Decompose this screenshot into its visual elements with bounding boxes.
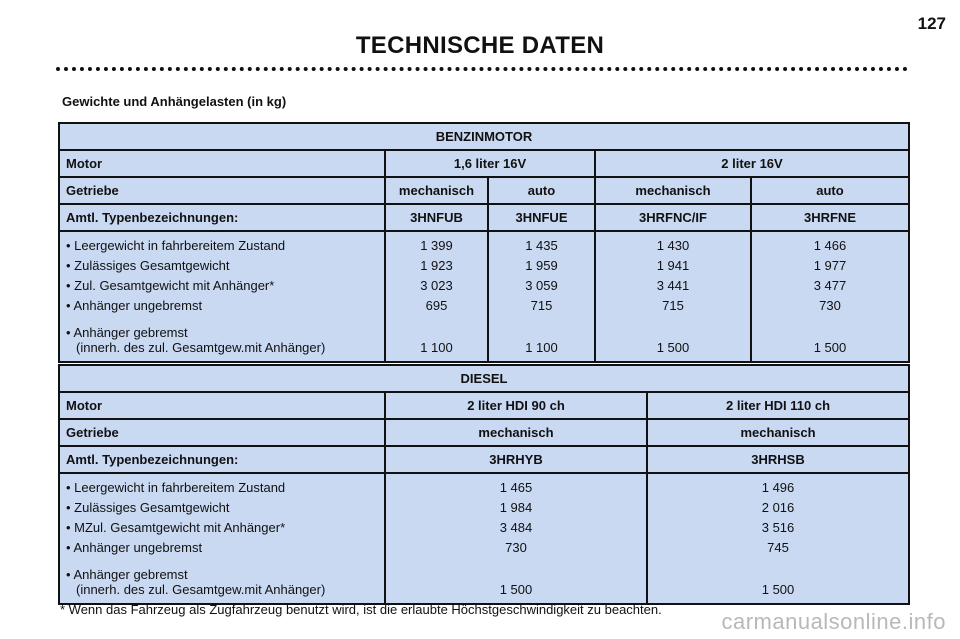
- watermark-text: carmanualsonline.info: [721, 609, 946, 634]
- benzin-table: [58, 122, 910, 363]
- cell-value: 3 059: [488, 275, 595, 295]
- benzin-motor-1: 1,6 liter 16V: [385, 150, 595, 177]
- diesel-motor-label: Motor: [59, 392, 385, 419]
- diesel-typ-1: 3HRHYB: [385, 446, 647, 473]
- cell-value: 3 441: [595, 275, 751, 295]
- benzin-typ-1: 3HNFUB: [385, 204, 488, 231]
- section-title: Gewichte und Anhängelasten (in kg): [62, 94, 287, 109]
- benzin-typ-3: 3HRFNC/IF: [595, 204, 751, 231]
- benzin-typ-row: [59, 204, 909, 231]
- diesel-getriebe-2: mechanisch: [647, 419, 909, 446]
- table-row: [59, 537, 909, 557]
- dotted-divider: [56, 67, 908, 71]
- diesel-heading: DIESEL: [59, 365, 909, 392]
- diesel-motor-row: [59, 392, 909, 419]
- cell-value: 1 466: [751, 231, 909, 255]
- cell-value: 1 500: [751, 315, 909, 362]
- table-row: [59, 557, 909, 604]
- diesel-typ-row: [59, 446, 909, 473]
- cell-value: 1 465: [385, 473, 647, 497]
- cell-value: 3 516: [647, 517, 909, 537]
- diesel-heading-row: [59, 365, 909, 392]
- table-row: [59, 315, 909, 362]
- cell-value: 3 023: [385, 275, 488, 295]
- page-number: 127: [917, 14, 946, 33]
- cell-value: 1 399: [385, 231, 488, 255]
- page-title: TECHNISCHE DATEN: [355, 32, 605, 59]
- diesel-getriebe-label: Getriebe: [59, 419, 385, 446]
- cell-value: 3 484: [385, 517, 647, 537]
- row-label: [59, 557, 385, 604]
- table-row: [59, 275, 909, 295]
- benzin-getriebe-2: auto: [488, 177, 595, 204]
- row-label: • Zul. Gesamtgewicht mit Anhänger*: [59, 275, 385, 295]
- row-label: • Leergewicht in fahrbereitem Zustand: [59, 231, 385, 255]
- table-row: [59, 473, 909, 497]
- cell-value: 695: [385, 295, 488, 315]
- cell-value: 1 100: [385, 315, 488, 362]
- benzin-getriebe-3: mechanisch: [595, 177, 751, 204]
- benzin-motor-2: 2 liter 16V: [595, 150, 909, 177]
- cell-value: 1 500: [385, 557, 647, 604]
- cell-value: 1 984: [385, 497, 647, 517]
- cell-value: 715: [595, 295, 751, 315]
- benzin-heading-row: [59, 123, 909, 150]
- diesel-typ-2: 3HRHSB: [647, 446, 909, 473]
- row-label: • Zulässiges Gesamtgewicht: [59, 255, 385, 275]
- cell-value: 1 959: [488, 255, 595, 275]
- cell-value: 730: [751, 295, 909, 315]
- cell-value: 3 477: [751, 275, 909, 295]
- benzin-motor-label: Motor: [59, 150, 385, 177]
- cell-value: 1 977: [751, 255, 909, 275]
- diesel-getriebe-row: [59, 419, 909, 446]
- benzin-typ-4: 3HRFNE: [751, 204, 909, 231]
- benzin-getriebe-row: [59, 177, 909, 204]
- benzin-typ-2: 3HNFUE: [488, 204, 595, 231]
- table-row: [59, 231, 909, 255]
- cell-value: 1 923: [385, 255, 488, 275]
- cell-value: 1 496: [647, 473, 909, 497]
- diesel-getriebe-1: mechanisch: [385, 419, 647, 446]
- cell-value: 1 100: [488, 315, 595, 362]
- row-label: • Anhänger ungebremst: [59, 537, 385, 557]
- row-label: • Anhänger ungebremst: [59, 295, 385, 315]
- cell-value: 1 500: [647, 557, 909, 604]
- benzin-heading: BENZINMOTOR: [59, 123, 909, 150]
- row-label: • Leergewicht in fahrbereitem Zustand: [59, 473, 385, 497]
- benzin-typ-label: Amtl. Typenbezeichnungen:: [59, 204, 385, 231]
- table-row: [59, 517, 909, 537]
- benzin-getriebe-label: Getriebe: [59, 177, 385, 204]
- cell-value: 2 016: [647, 497, 909, 517]
- footnote: * Wenn das Fahrzeug als Zugfahrzeug benutzt wird, ist die erlaubte Höchstgeschwindigkeit zu beachten.: [60, 602, 662, 617]
- benzin-motor-row: [59, 150, 909, 177]
- row-label: • Zulässiges Gesamtgewicht: [59, 497, 385, 517]
- row-sublabel: (innerh. des zul. Gesamtgew.mit Anhänger): [76, 340, 326, 355]
- cell-value: 745: [647, 537, 909, 557]
- cell-value: 1 941: [595, 255, 751, 275]
- cell-value: 1 435: [488, 231, 595, 255]
- row-label-main: • Anhänger gebremst: [66, 325, 188, 340]
- cell-value: 1 430: [595, 231, 751, 255]
- diesel-motor-2: 2 liter HDI 110 ch: [647, 392, 909, 419]
- row-label: • MZul. Gesamtgewicht mit Anhänger*: [59, 517, 385, 537]
- benzin-getriebe-1: mechanisch: [385, 177, 488, 204]
- cell-value: 730: [385, 537, 647, 557]
- table-row: [59, 497, 909, 517]
- benzin-getriebe-4: auto: [751, 177, 909, 204]
- row-sublabel: (innerh. des zul. Gesamtgew.mit Anhänger): [76, 582, 326, 597]
- row-label: [59, 315, 385, 362]
- cell-value: 1 500: [595, 315, 751, 362]
- row-label-main: • Anhänger gebremst: [66, 567, 188, 582]
- diesel-motor-1: 2 liter HDI 90 ch: [385, 392, 647, 419]
- table-row: [59, 255, 909, 275]
- diesel-typ-label: Amtl. Typenbezeichnungen:: [59, 446, 385, 473]
- cell-value: 715: [488, 295, 595, 315]
- diesel-table: [58, 364, 910, 605]
- table-row: [59, 295, 909, 315]
